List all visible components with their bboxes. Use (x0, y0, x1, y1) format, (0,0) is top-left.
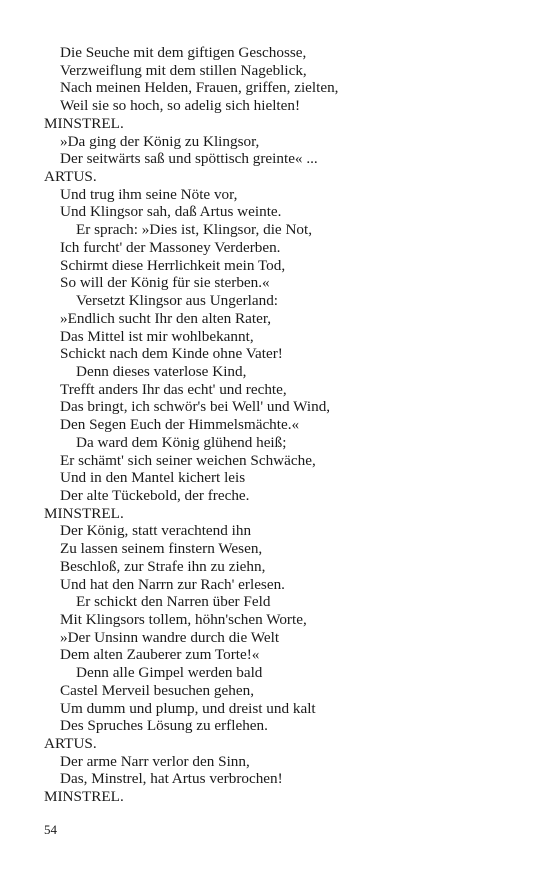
verse-line: Der König, statt verachtend ihn (60, 522, 252, 540)
verse-line: Schickt nach dem Kinde ohne Vater! (60, 345, 283, 363)
verse-line: So will der König für sie sterben.« (60, 274, 270, 292)
verse-line: Des Spruches Lösung zu erflehen. (60, 717, 268, 735)
verse-line: Mit Klingsors tollem, höhn'schen Worte, (60, 611, 307, 628)
verse-line: Und Klingsor sah, daß Artus weinte. (60, 203, 282, 221)
verse-line: Der arme Narr verlor den Sinn, (60, 752, 250, 770)
verse-line: Denn dieses vaterlose Kind, (76, 362, 247, 380)
verse-line: »Da ging der König zu Klingsor, (60, 132, 260, 150)
verse-line: Er sprach: »Dies ist, Klingsor, die Not, (76, 221, 313, 239)
verse-line: Versetzt Klingsor aus Ungerland: (76, 292, 279, 310)
verse-line: Weil sie so hoch, so adelig sich hielten! (60, 97, 301, 115)
verse-line: Da ward dem König glühend heiß; (76, 433, 287, 451)
verse-line: Die Seuche mit dem giftigen Geschosse, (60, 44, 307, 61)
verse-line: Nach meinen Helden, Frauen, griffen, zielten, (60, 79, 339, 97)
verse-line: »Endlich sucht Ihr den alten Rater, (60, 309, 272, 327)
verse-line: Das Mittel ist mir wohlbekannt, (60, 327, 254, 345)
verse-line: Castel Merveil besuchen gehen, (60, 681, 254, 699)
verse-line: Er schämt' sich seiner weichen Schwäche, (60, 451, 316, 469)
speaker-name: MINSTREL. (44, 504, 124, 522)
page-number: 54 (44, 822, 57, 837)
verse-line: Das bringt, ich schwör's bei Well' und Wind, (60, 398, 331, 416)
speaker-name: ARTUS. (44, 735, 97, 753)
speaker-name: MINSTREL. (44, 788, 124, 806)
verse-line: Um dumm und plump, und dreist und kalt (60, 699, 316, 717)
verse-line: Zu lassen seinem finstern Wesen, (60, 540, 263, 558)
speaker-name: MINSTREL. (44, 114, 124, 132)
verse-line: Beschloß, zur Strafe ihn zu ziehn, (60, 557, 266, 575)
verse-line: Denn alle Gimpel werden bald (76, 664, 263, 682)
verse-line: Schirmt diese Herrlichkeit mein Tod, (60, 256, 286, 274)
verse-line: Den Segen Euch der Himmelsmächte.« (60, 416, 300, 434)
verse-line: Und in den Mantel kichert leis (60, 469, 246, 487)
speaker-name: ARTUS. (44, 168, 97, 186)
verse-line: Das, Minstrel, hat Artus verbrochen! (60, 770, 283, 788)
verse-line: Und trug ihm seine Nöte vor, (60, 185, 238, 203)
verse-line: Verzweiflung mit dem stillen Nageblick, (60, 61, 307, 79)
verse-line: Der alte Tückebold, der freche. (60, 486, 250, 504)
verse-line: Der seitwärts saß und spöttisch greinte« ... (60, 150, 318, 168)
verse-line: Trefft anders Ihr das echt' und rechte, (60, 380, 287, 398)
verse-line: Und hat den Narrn zur Rach' erlesen. (60, 575, 285, 593)
verse-text-block (44, 44, 514, 806)
verse-line: Ich furcht' der Massoney Verderben. (60, 238, 281, 256)
verse-line: Er schickt den Narren über Feld (76, 593, 271, 611)
verse-line: »Der Unsinn wandre durch die Welt (60, 628, 280, 646)
verse-line: Dem alten Zauberer zum Torte!« (60, 646, 260, 664)
